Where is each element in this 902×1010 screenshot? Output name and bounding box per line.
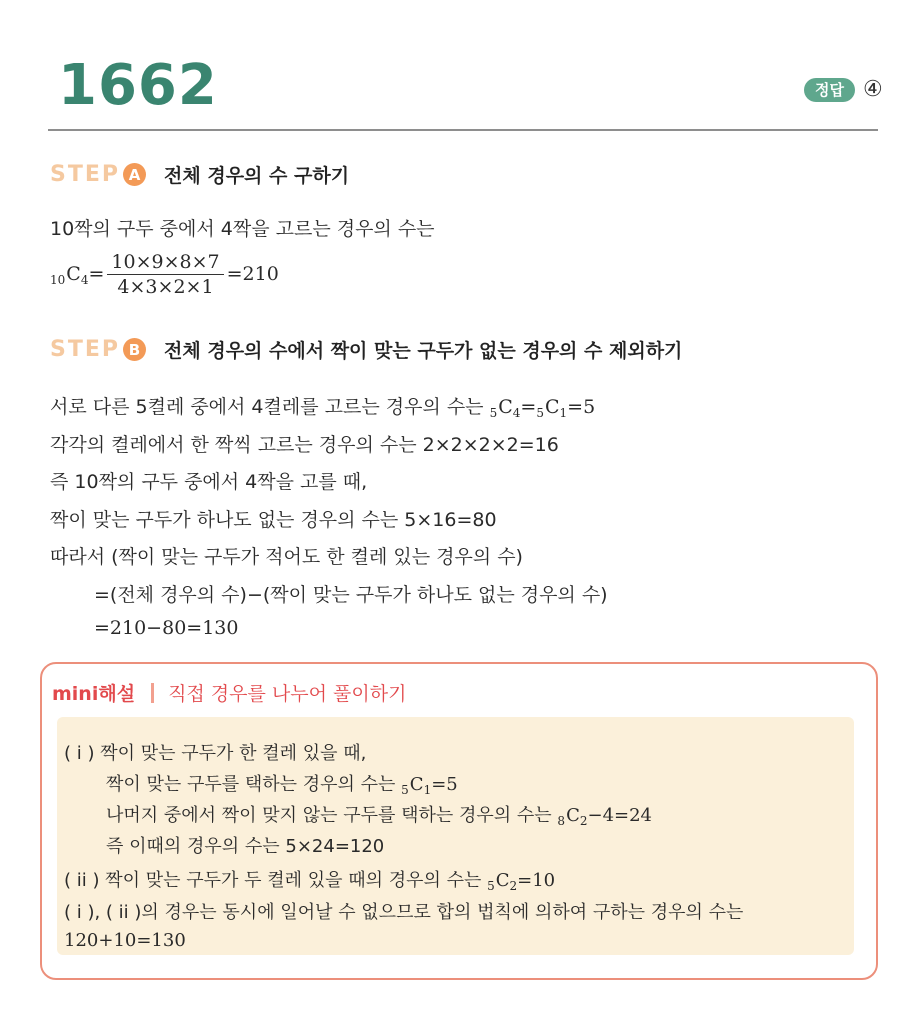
step-a-heading [50,161,349,188]
step-b-line-7: =210−80=130 [94,617,239,639]
answer-badge: 정답 [804,78,855,102]
step-b-heading [50,336,682,363]
comb-result: −4=24 [587,805,653,826]
comb-presub: 5 [489,406,498,420]
line-text: 짝이 맞는 구두를 택하는 경우의 수는 [106,774,402,795]
comb-sub: 1 [423,783,432,797]
mini-title: 직접 경우를 나누어 풀이하기 [168,683,407,705]
comb-result: =10 [517,870,556,891]
comb-result: =5 [567,396,596,418]
comb-letter: C [544,396,560,418]
header-divider [48,129,878,131]
comb-presub: 8 [557,814,566,828]
mini-line-4: 즉 이때의 경우의 수는 5×24=120 [106,836,385,857]
step-b-word: STEP [50,337,121,362]
formula-sub: 4 [80,273,89,287]
comb-letter: C [498,396,513,418]
fraction-numerator: 10×9×8×7 [107,252,223,275]
comb-letter: C [495,870,510,891]
step-a-line-1: 10짝의 구두 중에서 4짝을 고르는 경우의 수는 [50,218,435,240]
step-b-line-1 [50,392,595,419]
step-a-word: STEP [50,162,121,187]
step-b-line-3: 즉 10짝의 구두 중에서 4짝을 고를 때, [50,471,368,493]
comb-result: =5 [431,774,458,795]
step-a-formula [50,252,279,298]
formula-letter: C [66,263,81,285]
step-b-line-2: 각각의 켤레에서 한 짝씩 고르는 경우의 수는 2×2×2×2=16 [50,434,559,456]
comb-equals: = [520,396,537,418]
step-b-line-5: 따라서 (짝이 맞는 구두가 적어도 한 켤레 있는 경우의 수) [50,546,523,568]
mini-header [52,679,406,706]
mini-divider [151,683,154,703]
formula-equals: = [88,263,105,285]
comb-sub: 2 [579,814,588,828]
step-a-letter: A [123,163,146,186]
mini-line-1: ( i ) 짝이 맞는 구두가 한 켤레 있을 때, [64,743,367,764]
comb-letter: C [566,805,580,826]
comb-presub: 5 [401,783,409,797]
answer-value: ④ [862,77,883,102]
step-a-title: 전체 경우의 수 구하기 [164,165,350,187]
mini-line-7: 120+10=130 [64,930,186,951]
step-b-line-6: =(전체 경우의 수)−(짝이 맞는 구두가 하나도 없는 경우의 수) [94,584,608,606]
formula-fraction [107,252,223,298]
comb-sub: 1 [559,406,568,420]
mini-line-2 [106,770,458,796]
mini-label: mini해설 [52,683,136,705]
comb-presub: 5 [487,879,495,893]
comb-letter: C [409,774,424,795]
step-b-line-4: 짝이 맞는 구두가 하나도 없는 경우의 수는 5×16=80 [50,509,497,531]
mini-line-3 [106,801,652,827]
mini-line-5 [64,866,555,892]
line-text: ( ii ) 짝이 맞는 구두가 두 켤레 있을 때의 경우의 수는 [64,870,488,891]
comb-presub: 5 [536,406,544,420]
answer [804,78,883,102]
line-text: 나머지 중에서 짝이 맞지 않는 구두를 택하는 경우의 수는 [106,805,558,826]
formula-presub: 10 [50,273,66,287]
formula-result: =210 [226,263,279,285]
fraction-denominator: 4×3×2×1 [117,276,214,298]
step-b-letter: B [123,338,146,361]
comb-sub: 2 [509,879,518,893]
line-text: 서로 다른 5켤레 중에서 4켤레를 고르는 경우의 수는 [50,396,490,418]
step-b-title: 전체 경우의 수에서 짝이 맞는 구두가 없는 경우의 수 제외하기 [164,340,683,362]
problem-number: 1662 [58,53,218,118]
mini-line-6: ( i ), ( ii )의 경우는 동시에 일어날 수 없으므로 합의 법칙에 의하여 구하는 경우의 수는 [64,902,744,923]
comb-sub: 4 [512,406,521,420]
